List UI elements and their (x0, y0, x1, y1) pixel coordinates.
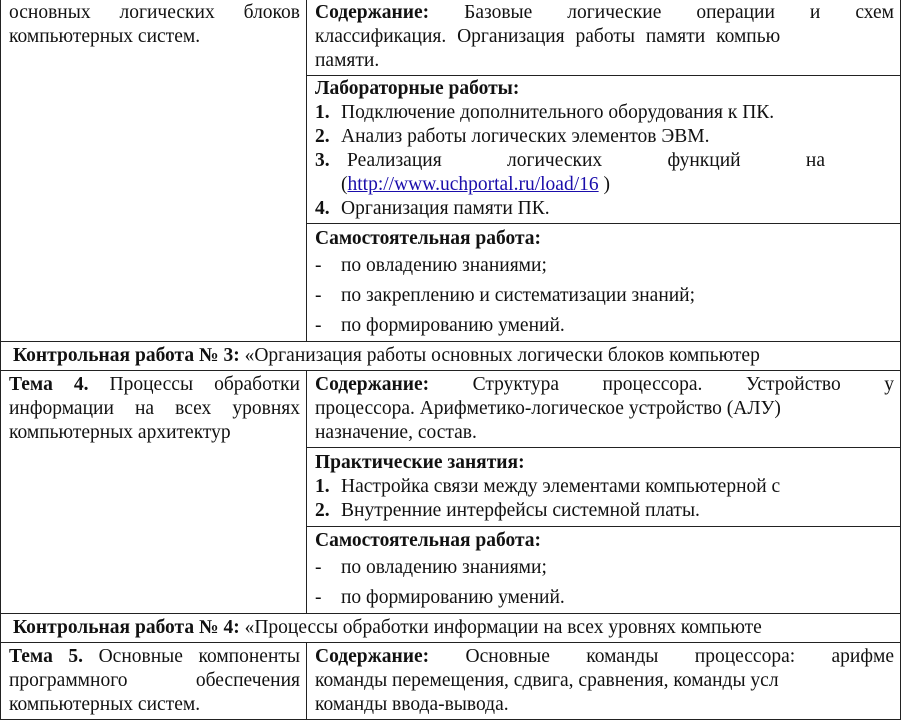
list-item (315, 475, 894, 499)
list-item (315, 125, 894, 149)
list-item (315, 251, 894, 281)
list-number: 1. (315, 102, 330, 123)
list-text: по овладению знаниями; (341, 255, 547, 276)
list-item (315, 197, 894, 221)
list-text: по формированию умений. (341, 587, 565, 608)
list-dash: - (315, 587, 322, 608)
control-work-3-text: «Организация работы основных логически блоков компьютер (239, 345, 760, 366)
content-line-3: назначение, состав. (315, 422, 477, 443)
list-dash: - (315, 315, 322, 336)
self-work-title: Самостоятельная работа: (315, 530, 542, 551)
content-line-2: классификация. Организация работы памяти компью (315, 26, 781, 47)
content-text: Основные команды процессора: арифме (429, 646, 894, 667)
list-text: по закреплению и систематизации знаний; (341, 285, 696, 306)
topic-cell (1, 371, 307, 614)
lab-list (315, 101, 894, 221)
list-number: 3. (315, 150, 330, 171)
content-label: Содержание: (315, 646, 430, 667)
list-text: Подключение дополнительного оборудования к ПК. (341, 102, 775, 123)
table-row (1, 371, 901, 448)
self-work-list (315, 553, 894, 613)
lab-title: Лабораторные работы: (315, 78, 520, 99)
list-text: Организация памяти ПК. (341, 198, 550, 219)
topic-label: Тема 5. (9, 646, 84, 667)
topic-text (9, 373, 300, 445)
list-item (315, 583, 894, 613)
lab-cell (307, 76, 901, 224)
list-item (315, 149, 894, 197)
list-dash: - (315, 285, 322, 306)
list-text: Внутренние интерфейсы системной платы. (341, 500, 700, 521)
list-text: Анализ работы логических элементов ЭВМ. (341, 126, 710, 147)
practice-cell (307, 448, 901, 527)
practice-list (315, 475, 894, 523)
control-work-4-text: «Процессы обработки информации на всех уровнях компьюте (239, 617, 762, 638)
table-row (1, 614, 901, 643)
list-number: 2. (315, 500, 330, 521)
content-cell (307, 371, 901, 448)
list-item (315, 499, 894, 523)
list-dash: - (315, 255, 322, 276)
topic-body: Процессы обработки информации на всех уровнях компьютерных архитектур (9, 374, 300, 443)
table-row (1, 342, 901, 371)
self-work-cell (307, 224, 901, 342)
practice-title: Практические занятия: (315, 452, 525, 473)
self-work-list (315, 251, 894, 341)
content-line-1 (315, 373, 894, 397)
topic-cell (1, 0, 307, 342)
self-work-title: Самостоятельная работа: (315, 228, 542, 249)
link-paren-open: ( (341, 174, 348, 195)
topic-label: Тема 4. (9, 374, 89, 395)
content-cell (307, 643, 901, 720)
list-number: 2. (315, 126, 330, 147)
topic-text: основных логических блоков компьютерных систем. (9, 2, 300, 47)
content-line-2: процессора. Арифметико-логическое устройство (АЛУ) (315, 398, 781, 419)
content-line-3: команды ввода-вывода. (315, 694, 509, 715)
self-work-cell (307, 527, 901, 614)
list-dash: - (315, 557, 322, 578)
topic-cell (1, 643, 307, 720)
table-row (1, 0, 901, 76)
content-text: Структура процессора. Устройство у (429, 374, 894, 395)
table-row (1, 643, 901, 720)
list-number: 1. (315, 476, 330, 497)
content-text: Базовые логические операции и схем (464, 2, 895, 23)
uchportal-link[interactable]: http://www.uchportal.ru/load/16 (347, 174, 599, 195)
control-work-4-cell (1, 614, 901, 643)
content-line-1 (315, 1, 894, 25)
content-line-1 (315, 645, 894, 669)
list-number: 4. (315, 198, 330, 219)
content-line-2: команды перемещения, сдвига, сравнения, команды усл (315, 670, 779, 691)
content-cell (307, 0, 901, 76)
content-label: Содержание: (315, 374, 430, 395)
link-paren-close: ) (598, 174, 610, 195)
list-item (315, 281, 894, 311)
control-work-3-label: Контрольная работа № 3: (13, 345, 240, 366)
list-item (315, 553, 894, 583)
content-label: Содержание: (315, 2, 430, 23)
control-work-4-label: Контрольная работа № 4: (13, 617, 240, 638)
list-item (315, 311, 894, 341)
list-item (315, 101, 894, 125)
topic-text (9, 645, 300, 717)
list-text: по овладению знаниями; (341, 557, 547, 578)
topic-body: Основные компоненты программного обеспечения компьютерных систем. (9, 646, 300, 715)
list-text: по формированию умений. (341, 315, 565, 336)
content-line-3: памяти. (315, 50, 380, 71)
list-text: Настройка связи между элементами компьютерной с (341, 476, 781, 497)
control-work-3-cell (1, 342, 901, 371)
list-text: Реализация логических функций на (347, 150, 825, 171)
